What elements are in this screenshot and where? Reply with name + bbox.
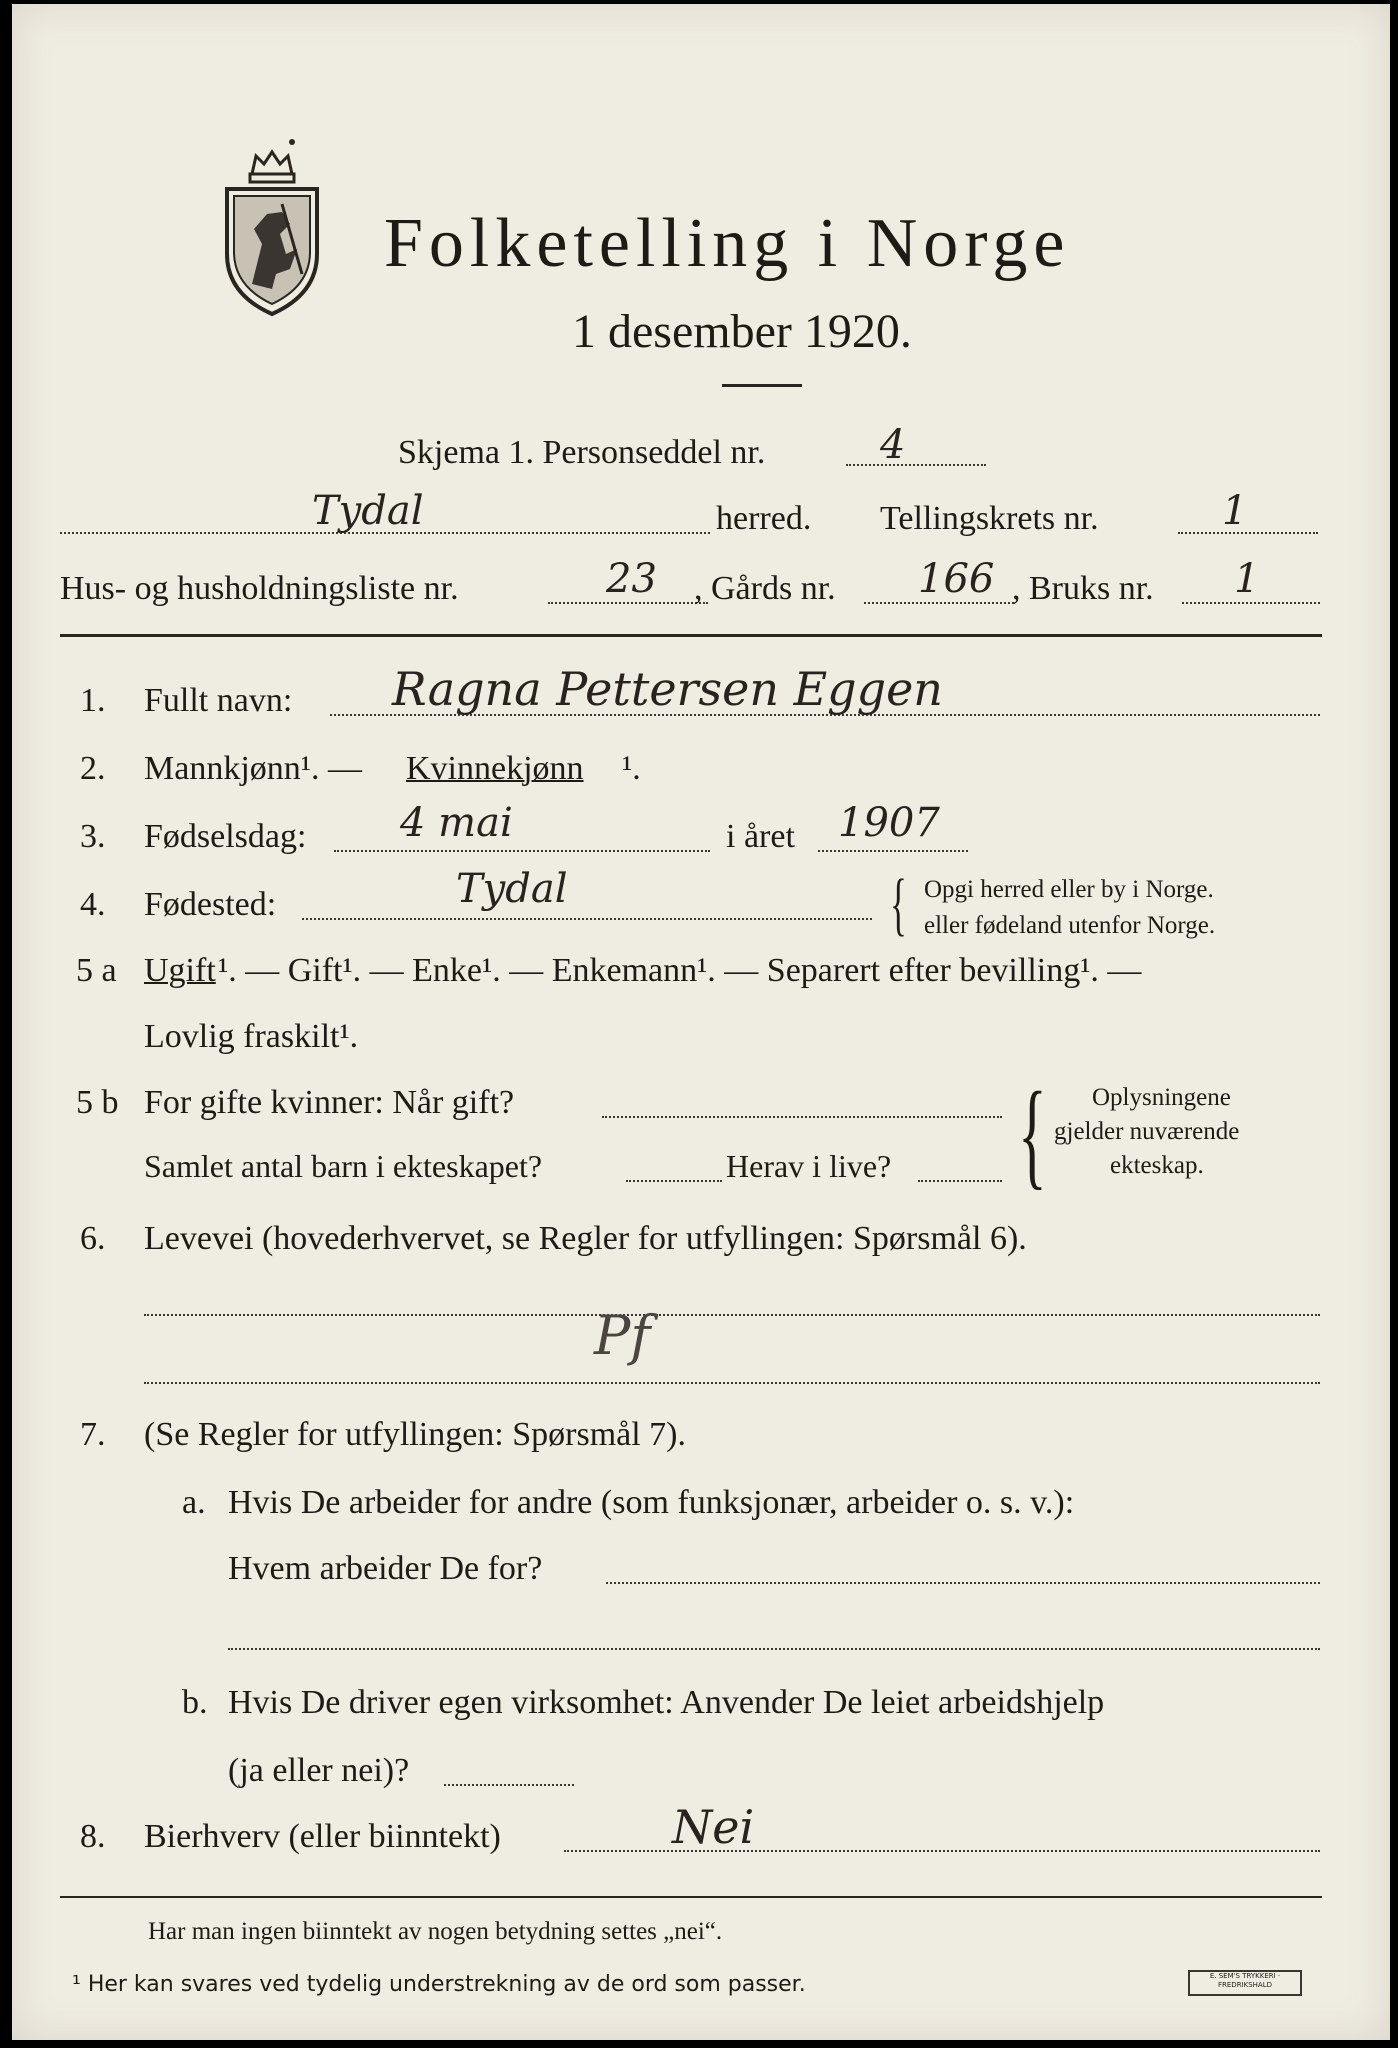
- q1-label: Fullt navn:: [144, 682, 293, 719]
- q2-kvinne-underlined: Kvinnekjønn: [406, 750, 584, 787]
- coat-of-arms-icon: [212, 134, 332, 319]
- herred-label: herred.: [716, 500, 812, 537]
- q4-line: [302, 918, 872, 920]
- q4-note-line2: eller fødeland utenfor Norge.: [924, 912, 1216, 939]
- census-date: 1 desember 1920.: [572, 305, 912, 358]
- q6-number: 6.: [80, 1220, 106, 1257]
- q6-line1: [144, 1314, 1320, 1316]
- q7a-line-extra: [228, 1648, 1320, 1650]
- q3-label: Fødselsdag:: [144, 818, 307, 855]
- q2-number: 2.: [80, 750, 106, 787]
- q1-number: 1.: [80, 682, 106, 719]
- q7-label: (Se Regler for utfyllingen: Spørsmål 7).: [144, 1416, 687, 1453]
- q7a-line: [606, 1582, 1320, 1584]
- skjema-line: [846, 464, 986, 466]
- header-divider: [60, 634, 1322, 637]
- hus-line: [548, 602, 708, 604]
- census-form-page: [12, 4, 1390, 2040]
- q5b-brace: {: [1018, 1067, 1047, 1200]
- q5b-line1: For gifte kvinner: Når gift?: [144, 1084, 515, 1121]
- birth-date-value: 4 mai: [400, 800, 513, 846]
- q5b-note-line3: ekteskap.: [1110, 1152, 1204, 1179]
- q2-mann: Mannkjønn¹. —: [144, 750, 362, 787]
- q5b-number: 5 b: [76, 1084, 119, 1121]
- q5b-children-label: Samlet antal barn i ekteskapet?: [144, 1148, 543, 1184]
- footer-note: Har man ingen biinntekt av nogen betydning settes „nei“.: [148, 1918, 723, 1945]
- q3-year-line: [818, 850, 968, 852]
- q5b-note-line1: Oplysningene: [1092, 1084, 1231, 1111]
- q4-number: 4.: [80, 886, 106, 923]
- q7a-line2: Hvem arbeider De for?: [228, 1550, 543, 1587]
- q7b-line1: Hvis De driver egen virksomhet: Anvender De leiet arbeidshjelp: [228, 1684, 1105, 1721]
- gards-line: [864, 602, 1014, 604]
- hus-value: 23: [606, 556, 657, 602]
- printer-stamp: E. SEM'S TRYKKERI · FREDRIKSHALD: [1188, 1970, 1302, 1996]
- q5a-number: 5 a: [76, 952, 117, 989]
- q6-line2: [144, 1382, 1320, 1384]
- q2-kvinne-suffix: ¹.: [622, 750, 641, 787]
- q3-year-label: i året: [726, 818, 795, 855]
- personseddel-number: 4: [880, 422, 906, 468]
- q4-brace: {: [890, 866, 907, 943]
- occupation-value: Pf: [594, 1304, 651, 1367]
- tellingskrets-label: Tellingskrets nr.: [880, 500, 1099, 537]
- birth-year-value: 1907: [838, 800, 940, 846]
- q7b-line2: (ja eller nei)?: [228, 1752, 410, 1789]
- q5a-line2: Lovlig fraskilt¹.: [144, 1018, 359, 1055]
- full-name-value: Ragna Pettersen Eggen: [392, 662, 943, 716]
- herred-value: Tydal: [312, 488, 424, 534]
- tellingskrets-line: [1178, 532, 1318, 534]
- q6-label: Levevei (hovederhvervet, se Regler for utfyllingen: Spørsmål 6).: [144, 1220, 1027, 1257]
- bruks-line: [1182, 602, 1320, 604]
- q3-date-line: [334, 850, 710, 852]
- q5a-options: ¹. — Gift¹. — Enke¹. — Enkemann¹. — Separert efter bevilling¹. —: [218, 952, 1142, 989]
- q7b-number: b.: [182, 1684, 208, 1721]
- q7a-number: a.: [182, 1484, 206, 1521]
- q4-label: Fødested:: [144, 886, 277, 923]
- form-title: Folketelling i Norge: [384, 205, 1071, 282]
- side-income-value: Nei: [672, 1800, 755, 1854]
- hus-label: Hus- og husholdningsliste nr.: [60, 570, 459, 607]
- q8-label: Bierhverv (eller biinntekt): [144, 1818, 501, 1855]
- q5b-alive-line: [918, 1180, 1002, 1182]
- tellingskrets-value: 1: [1222, 488, 1248, 534]
- skjema-label: Skjema 1. Personseddel nr.: [398, 434, 766, 471]
- q7-number: 7.: [80, 1416, 106, 1453]
- title-divider: [722, 384, 802, 387]
- q5b-married-line: [602, 1116, 1002, 1118]
- q8-number: 8.: [80, 1818, 106, 1855]
- bruks-label: , Bruks nr.: [1012, 570, 1154, 607]
- footnote: ¹ Her kan svares ved tydelig understrekning av de ord som passer.: [72, 1972, 806, 1997]
- q5b-alive-label: Herav i live?: [726, 1148, 892, 1184]
- q7a-line1: Hvis De arbeider for andre (som funksjonær, arbeider o. s. v.):: [228, 1484, 1075, 1521]
- q4-note-line1: Opgi herred eller by i Norge.: [924, 876, 1214, 903]
- gards-value: 166: [918, 556, 995, 602]
- q5b-note-line2: gjelder nuværende: [1054, 1118, 1240, 1145]
- q5a-ugift-underlined: Ugift: [144, 952, 216, 989]
- q3-number: 3.: [80, 818, 106, 855]
- gards-label: , Gårds nr.: [694, 570, 836, 607]
- birthplace-value: Tydal: [456, 866, 568, 912]
- q5b-children-line: [626, 1180, 722, 1182]
- q7b-line: [444, 1784, 574, 1786]
- bruks-value: 1: [1234, 556, 1260, 602]
- footer-divider: [60, 1896, 1322, 1898]
